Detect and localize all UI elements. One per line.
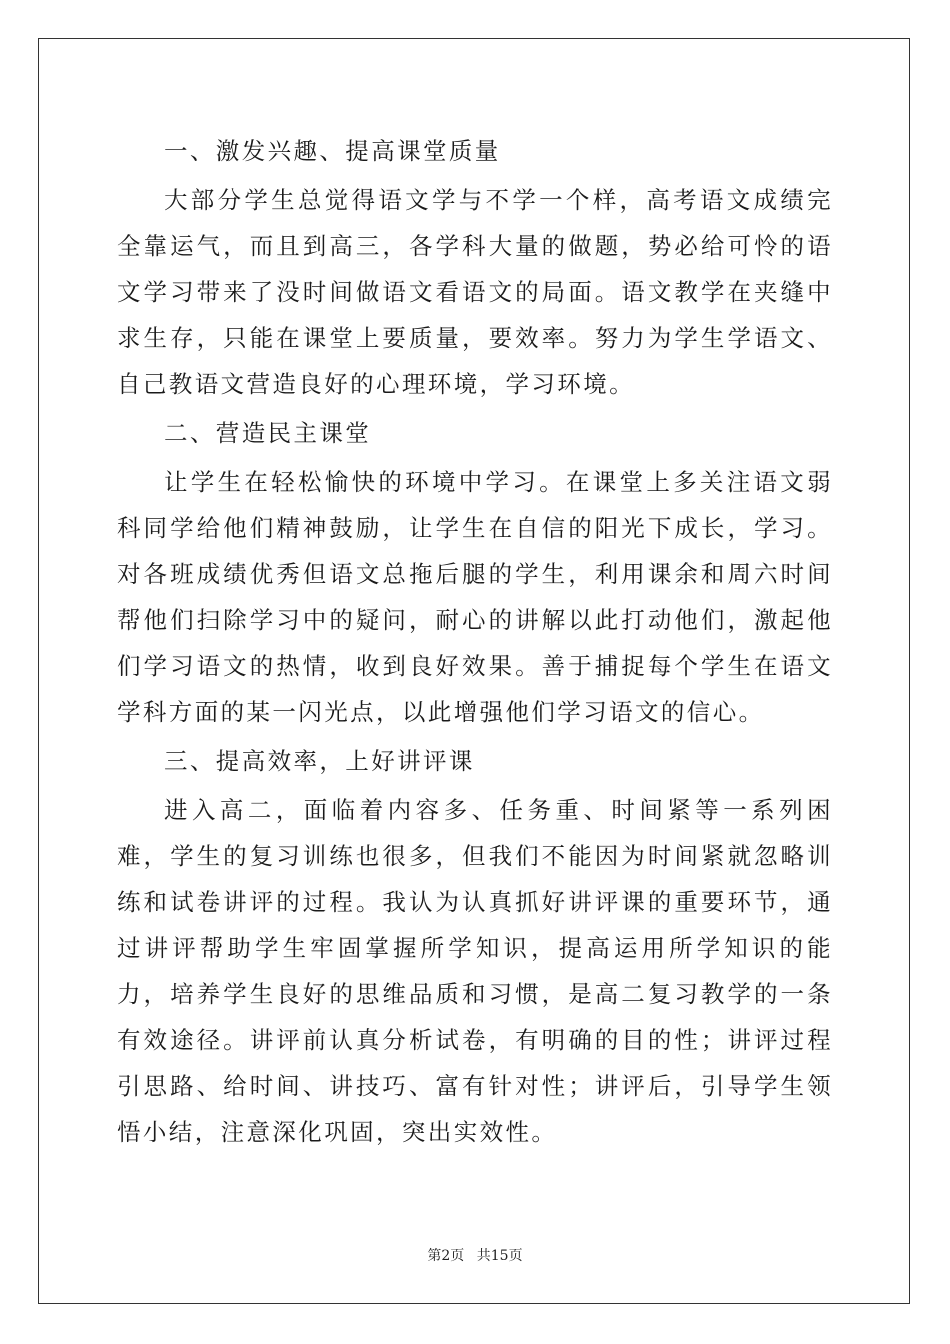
section-heading-1: 一、激发兴趣、提高课堂质量 xyxy=(164,137,501,165)
page-total: 共15页 xyxy=(476,1248,523,1264)
section-heading-3: 三、提高效率，上好讲评课 xyxy=(164,747,475,775)
section-heading-2: 二、营造民主课堂 xyxy=(164,419,372,447)
page-footer xyxy=(0,1245,950,1265)
page-number: 第2页 xyxy=(427,1248,465,1264)
section-paragraph-2: 让学生在轻松愉快的环境中学习。在课堂上多关注语文弱科同学给他们精神鼓励，让学生在自信的阳光下成长，学习。对各班成绩优秀但语文总拖后腿的学生，利用课余和周六时间帮他们扫除学习中的疑问，耐心的讲解以此打动他们，激起他们学习语文的热情，收到良好效果。善于捕捉每个学生在语文学科方面的某一闪光点，以此增强他们学习语文的信心。 xyxy=(117,468,833,726)
section-paragraph-3: 进入高二，面临着内容多、任务重、时间紧等一系列困难，学生的复习训练也很多，但我们不能因为时间紧就忽略训练和试卷讲评的过程。我认为认真抓好讲评课的重要环节，通过讲评帮助学生牢固掌握所学知识，提高运用所学知识的能力，培养学生良好的思维品质和习惯，是高二复习教学的一条有效途径。讲评前认真分析试卷，有明确的目的性；讲评过程引思路、给时间、讲技巧、富有针对性；讲评后，引导学生领悟小结，注意深化巩固，突出实效性。 xyxy=(117,796,833,1146)
document-body xyxy=(117,128,833,1158)
section-paragraph-1: 大部分学生总觉得语文学与不学一个样，高考语文成绩完全靠运气，而且到高三，各学科大量的做题，势必给可怜的语文学习带来了没时间做语文看语文的局面。语文教学在夹缝中求生存，只能在课堂上要质量，要效率。努力为学生学语文、自己教语文营造良好的心理环境，学习环境。 xyxy=(117,186,833,398)
